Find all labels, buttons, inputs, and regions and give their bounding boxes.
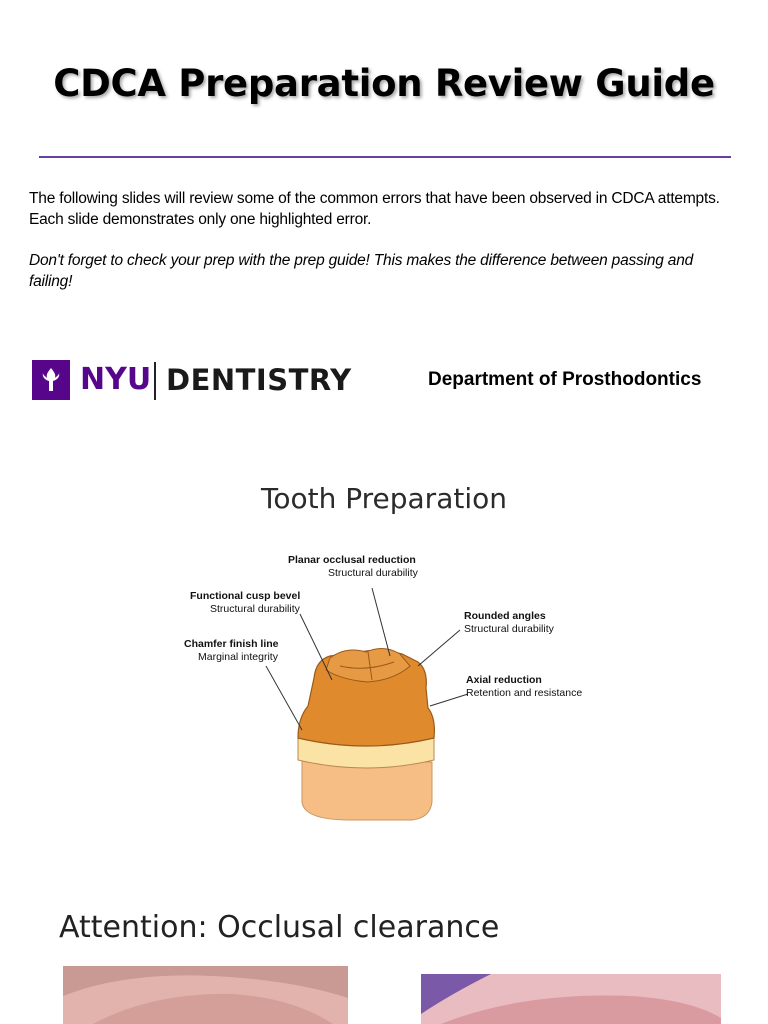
intro-note: Don't forget to check your prep with the prep guide! This makes the difference between passing and failing! <box>29 252 694 290</box>
section-title: Attention: Occlusal clearance <box>59 910 500 945</box>
torch-icon <box>32 360 70 400</box>
clinical-photo-left <box>63 966 348 1024</box>
department-name: Department of Prosthodontics <box>428 369 702 390</box>
nyu-logo-mark <box>32 360 70 400</box>
label-chamfer-finish-line: Chamfer finish line Marginal integrity <box>184 638 279 663</box>
intro-paragraph: The following slides will review some of the common errors that have been observed in CDCA attempts. Each slide demonstrates only one highlighted error. <box>29 190 720 228</box>
logo-separator <box>154 362 156 400</box>
title-divider <box>39 156 731 158</box>
tooth-root <box>302 760 432 820</box>
page-title: CDCA Preparation Review Guide <box>53 62 715 105</box>
label-planar-occlusal-reduction: Planar occlusal reduction Structural durability <box>288 554 418 579</box>
clinical-photo-right <box>421 974 721 1024</box>
nyu-wordmark: NYU <box>80 362 152 397</box>
diagram-title: Tooth Preparation <box>261 482 507 515</box>
label-axial-reduction: Axial reduction Retention and resistance <box>466 674 583 699</box>
label-rounded-angles: Rounded angles Structural durability <box>464 610 554 635</box>
label-functional-cusp-bevel: Functional cusp bevel Structural durability <box>190 590 301 615</box>
dentistry-wordmark: DENTISTRY <box>166 363 352 397</box>
